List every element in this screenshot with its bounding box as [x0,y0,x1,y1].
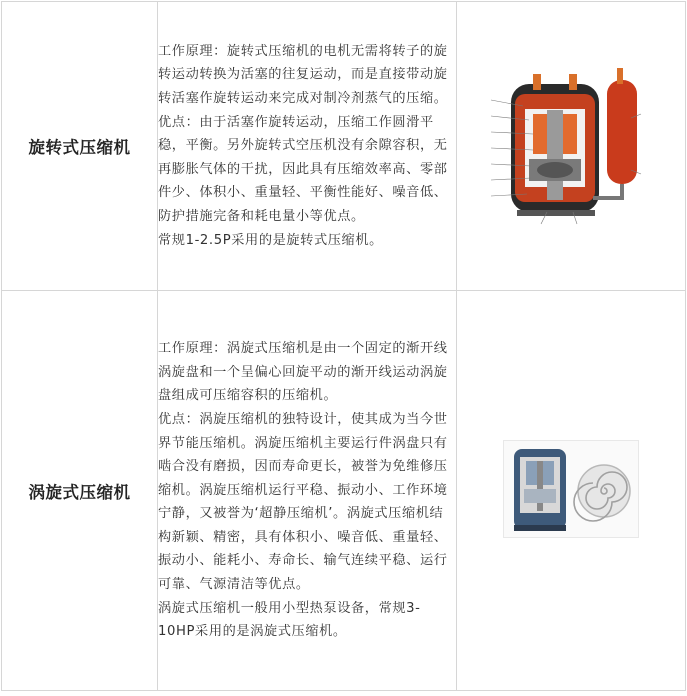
compressor-name-scroll: 涡旋式压缩机 [2,291,158,691]
compressor-name-rotary: 旋转式压缩机 [2,2,158,291]
scroll-compressor-image [503,440,639,538]
advantages-paragraph: 优点：涡旋压缩机的独特设计，使其成为当今世界节能压缩机。涡旋压缩机主要运行件涡盘只有啮合没有磨损，因而寿命更长，被誉为免维修压缩机。涡旋压缩机运行平稳、振动小、工作环境宁静，又被誉为‘超静压缩机’。涡旋式压缩机结构新颖、精密，具有体积小、噪音低、重量轻、振动小、能耗小、寿命长、输气连续平稳、运行可靠、气源清洁等优点。 [158,411,448,593]
compressor-comparison-table [1,1,686,691]
compressor-description-rotary [158,2,457,291]
image-cell-rotary [457,2,686,291]
compressor-description-scroll [158,291,457,691]
principle-paragraph: 工作原理：旋转式压缩机的电机无需将转子的旋转运动转换为活塞的往复运动，而是直接带动旋转活塞作旋转运动来完成对制冷剂蒸气的压缩。 [158,43,448,107]
table-row [2,291,686,691]
image-cell-scroll [457,291,686,691]
principle-paragraph: 工作原理：涡旋式压缩机是由一个固定的渐开线涡旋盘和一个呈偏心回旋平动的渐开线运动涡旋盘组成可压缩容积的压缩机。 [158,341,448,404]
usage-paragraph: 涡旋式压缩机一般用小型热泵设备，常规3-10HP采用的是涡旋式压缩机。 [158,600,421,640]
advantages-paragraph: 优点：由于活塞作旋转运动，压缩工作圆滑平稳，平衡。另外旋转式空压机没有余隙容积，无再膨胀气体的干扰，因此具有压缩效率高、零部件少、体积小、重量轻、平衡性能好、噪音低、防护措施完备和耗电量小等优点。 [158,114,448,224]
usage-paragraph: 常规1-2.5P采用的是旋转式压缩机。 [158,232,383,248]
rotary-compressor-cutaway-image [481,54,661,234]
table-row [2,2,686,291]
